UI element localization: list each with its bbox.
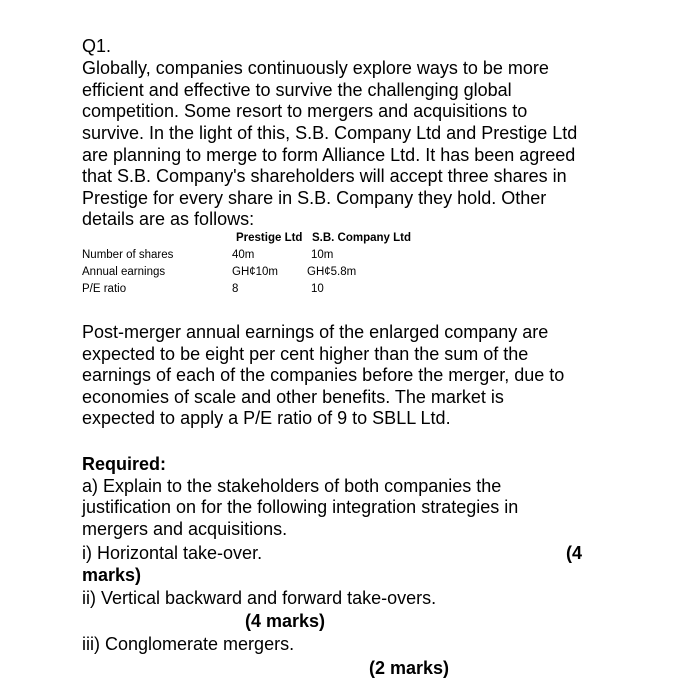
post-merger-line: Post-merger annual earnings of the enlarged company are bbox=[82, 322, 549, 342]
table-cell: 40m bbox=[232, 249, 255, 261]
table-row-label: Number of shares bbox=[82, 249, 174, 261]
item-1-marks: (4 bbox=[566, 543, 583, 563]
required-item-3: iii) Conglomerate mergers. bbox=[82, 634, 295, 654]
table-header-sb: S.B. Company Ltd bbox=[312, 232, 412, 244]
required-item-2: ii) Vertical backward and forward take-overs. bbox=[82, 588, 437, 608]
item-3-marks: (2 marks) bbox=[369, 658, 450, 678]
post-merger-line: expected to be eight per cent higher than the sum of the bbox=[82, 344, 529, 364]
intro-line: Globally, companies continuously explore ways to be more bbox=[82, 58, 549, 78]
intro-line: Prestige for every share in S.B. Company they hold. Other bbox=[82, 188, 547, 208]
table-cell: 10 bbox=[311, 283, 324, 295]
required-line: justification on for the following integration strategies in bbox=[82, 497, 519, 517]
intro-line: competition. Some resort to mergers and acquisitions to bbox=[82, 101, 528, 121]
table-row-label: P/E ratio bbox=[82, 283, 127, 295]
question-number: Q1. bbox=[82, 36, 112, 56]
post-merger-line: expected to apply a P/E ratio of 9 to SBLL Ltd. bbox=[82, 408, 451, 428]
post-merger-line: economies of scale and other benefits. The market is bbox=[82, 387, 504, 407]
intro-line: survive. In the light of this, S.B. Company Ltd and Prestige Ltd bbox=[82, 123, 578, 143]
required-line: mergers and acquisitions. bbox=[82, 519, 288, 539]
table-header-prestige: Prestige Ltd bbox=[236, 232, 303, 244]
intro-line: are planning to merge to form Alliance Ltd. It has been agreed bbox=[82, 145, 576, 165]
table-row-label: Annual earnings bbox=[82, 266, 166, 278]
item-1-marks-cont: marks) bbox=[82, 565, 142, 585]
item-2-marks: (4 marks) bbox=[245, 611, 326, 631]
table-cell: 10m bbox=[311, 249, 334, 261]
intro-line: that S.B. Company's shareholders will accept three shares in bbox=[82, 166, 567, 186]
table-cell: GH¢10m bbox=[232, 266, 279, 278]
table-cell: 8 bbox=[232, 283, 239, 295]
intro-line: efficient and effective to survive the challenging global bbox=[82, 80, 512, 100]
required-heading: Required: bbox=[82, 454, 167, 474]
intro-line: details are as follows: bbox=[82, 209, 255, 229]
required-line: a) Explain to the stakeholders of both companies the bbox=[82, 476, 502, 496]
required-item-1: i) Horizontal take-over. bbox=[82, 543, 263, 563]
table-cell: GH¢5.8m bbox=[307, 266, 357, 278]
post-merger-line: earnings of each of the companies before the merger, due to bbox=[82, 365, 565, 385]
